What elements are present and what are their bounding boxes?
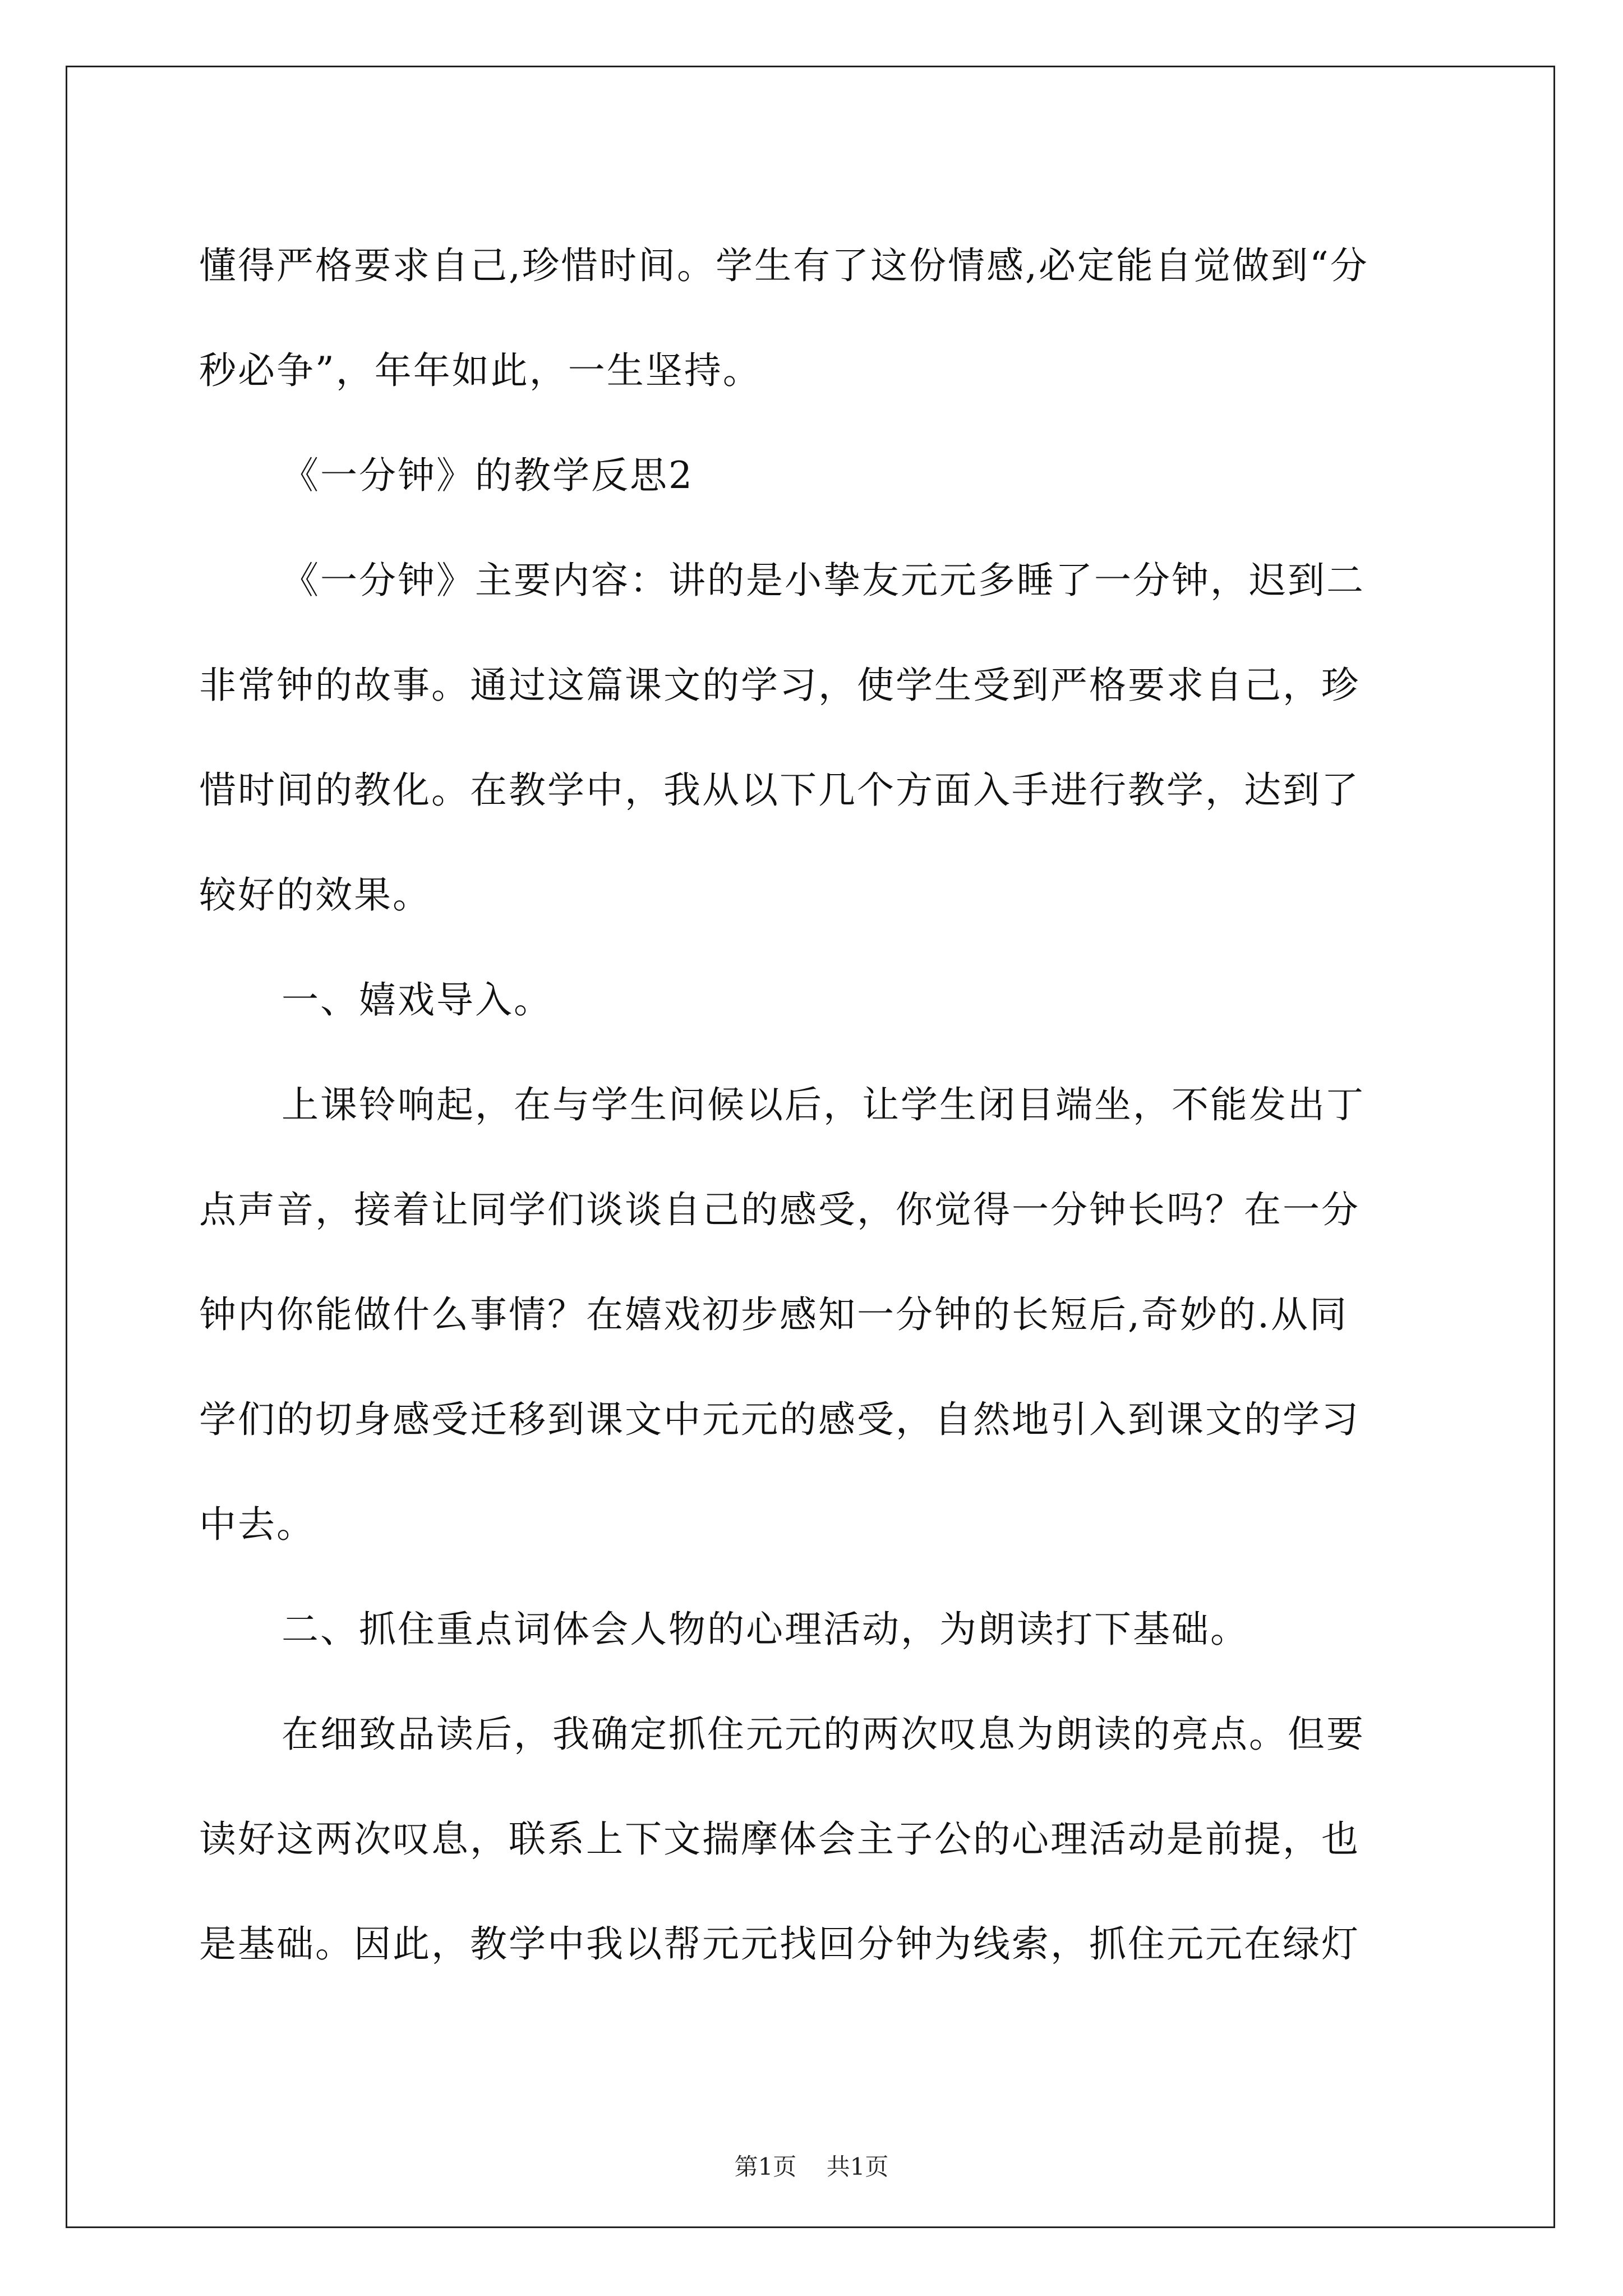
text-line: 中去。 [199,1503,315,1546]
page-number-total: 共1页 [826,2153,889,2180]
text-line: 在细致品读后，我确定抓住元元的两次叹息为朗读的亮点。但要 [282,1713,1365,1756]
text-line: 非常钟的故事。通过这篇课文的学习，使学生受到严格要求自己，珍 [199,664,1360,707]
section-heading: 二、抓住重点词体会人物的心理活动，为朗读打下基础。 [282,1608,1249,1651]
text-line: 惜时间的教化。在教学中，我从以下几个方面入手进行教学，达到了 [199,769,1360,812]
text-line: 是基础。因此，教学中我以帮元元找回分钟为线索，抓住元元在绿灯 [199,1922,1360,1966]
text-line: 懂得严格要求自己,珍惜时间。学生有了这份情感,必定能自觉做到“分 [199,244,1369,287]
section-title: 《一分钟》的教学反思2 [282,454,694,497]
text-line: 上课铃响起，在与学生问候以后，让学生闭目端坐，不能发出丁 [282,1083,1365,1126]
text-line: 较好的效果。 [199,873,431,917]
page-footer [0,2148,1623,2182]
text-line: 钟内你能做什么事情？在嬉戏初步感知一分钟的长短后,奇妙的.从同 [199,1293,1348,1336]
text-line: 读好这两次叹息，联系上下文揣摩体会主子公的心理活动是前提，也 [199,1818,1360,1861]
section-heading: 一、嬉戏导入。 [282,978,552,1022]
text-line: 秒必争”，年年如此，一生坚持。 [199,349,762,392]
document-body [199,213,1433,1996]
text-line: 学们的切身感受迁移到课文中元元的感受，自然地引入到课文的学习 [199,1398,1360,1441]
text-line: 点声音，接着让同学们谈谈自己的感受，你觉得一分钟长吗？在一分 [199,1188,1360,1231]
page-number-current: 第1页 [734,2153,797,2180]
text-line: 《一分钟》主要内容：讲的是小挚友元元多睡了一分钟，迟到二 [282,559,1365,602]
